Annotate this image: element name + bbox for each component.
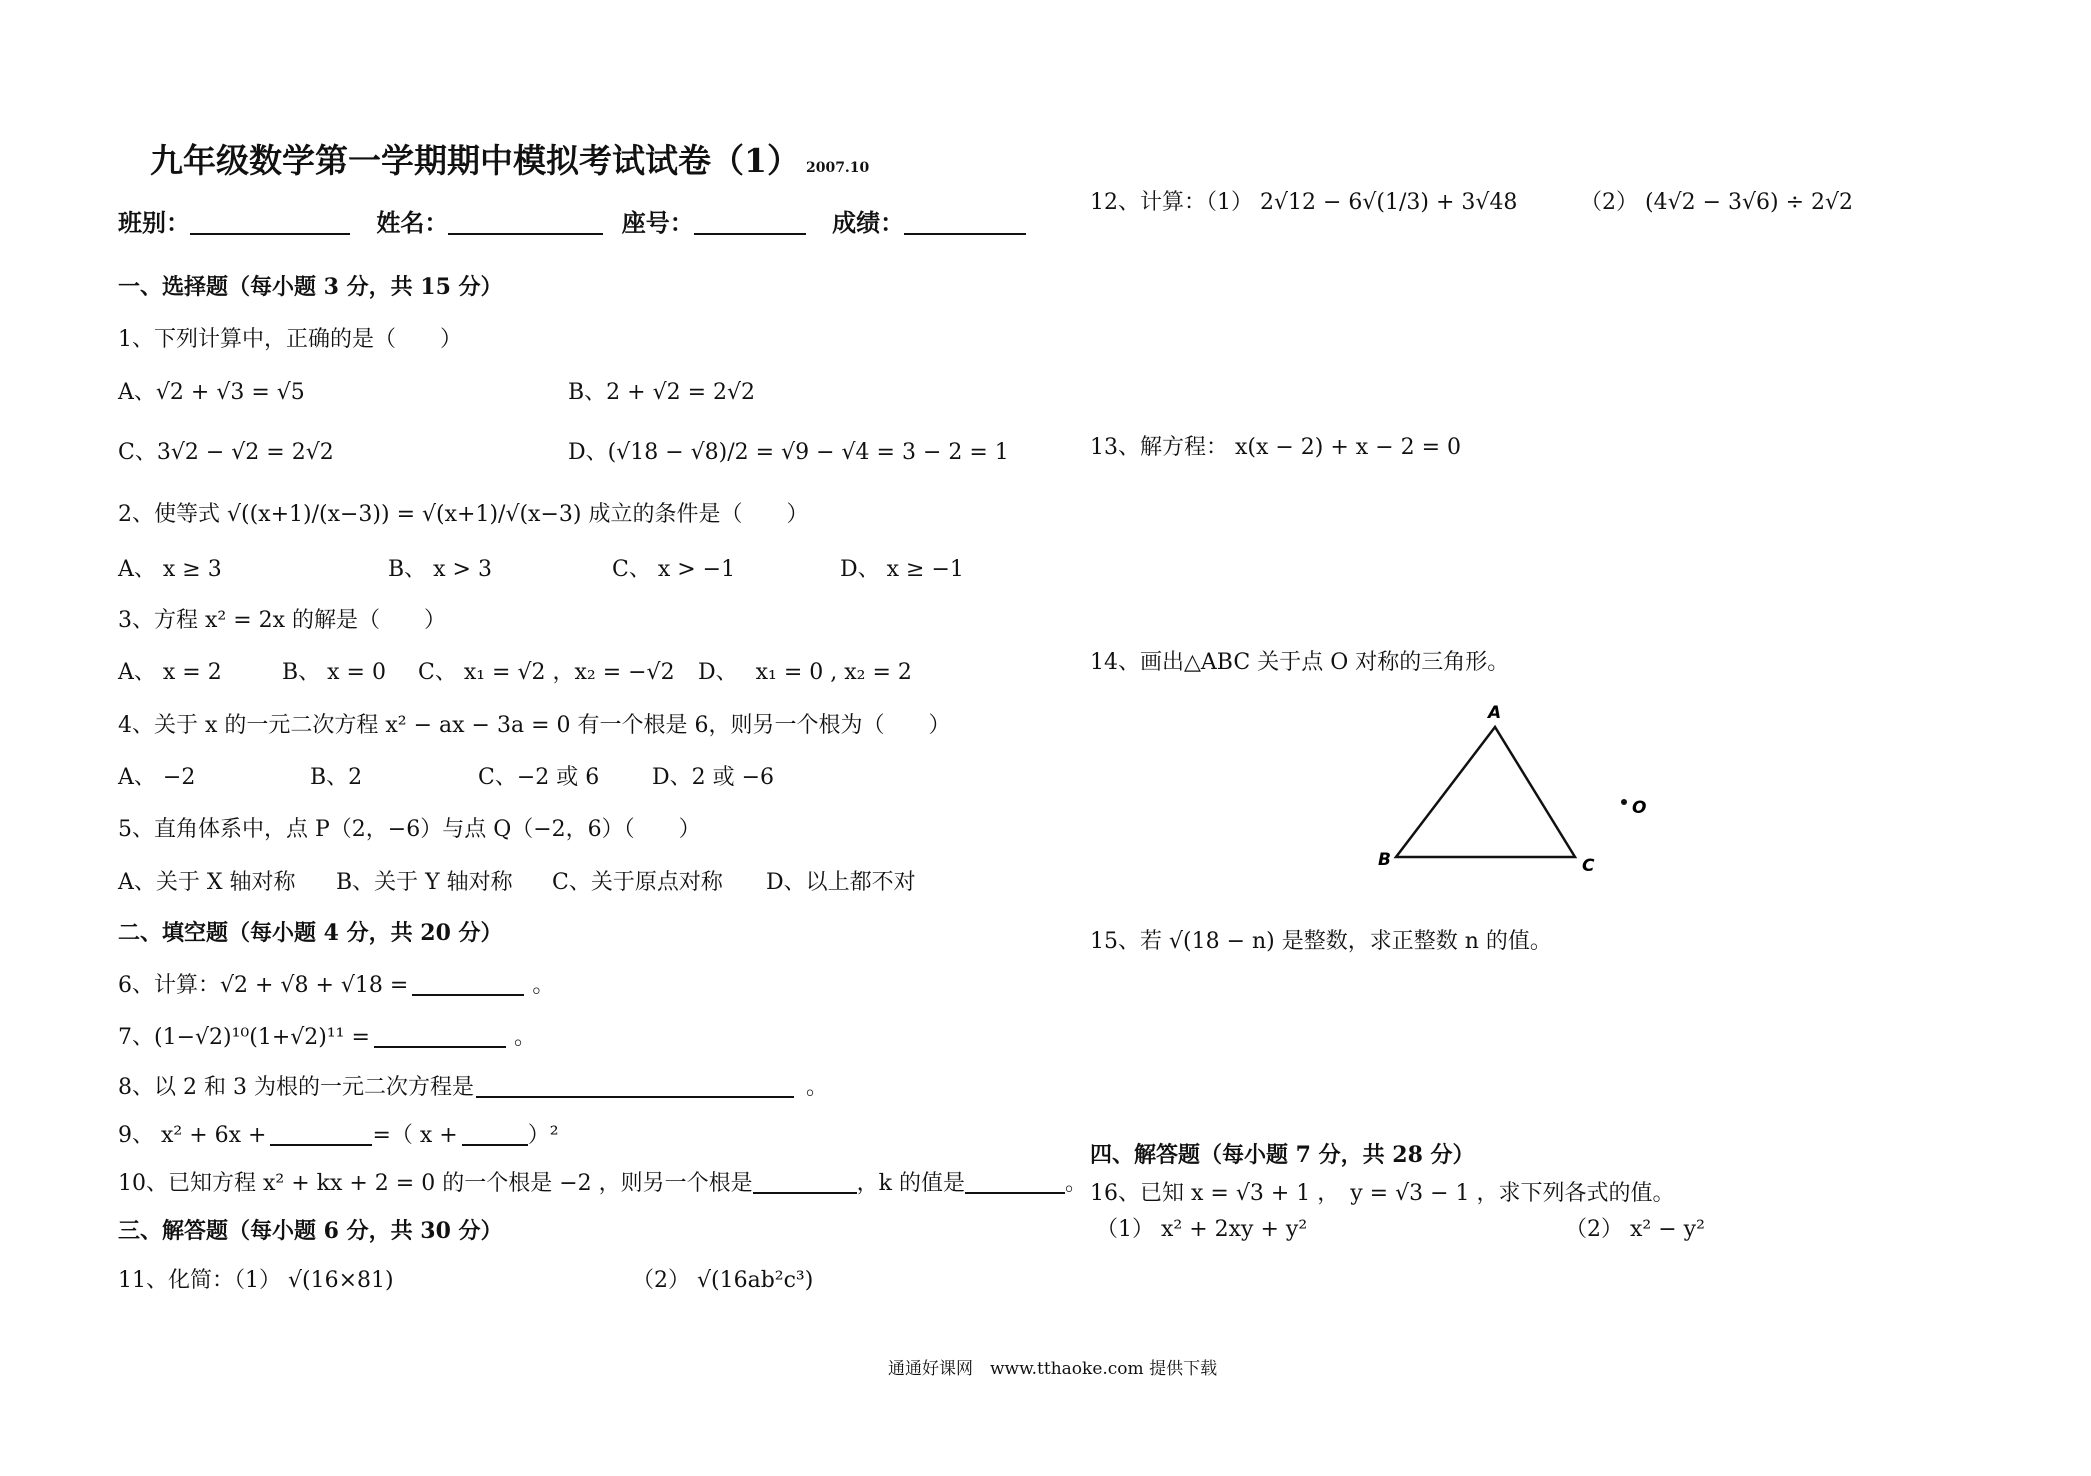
q9-text: 9、 x² + 6x +: [118, 1123, 267, 1148]
question-2: 2、使等式 √((x+1)/(x−3)) = √(x+1)/√(x−3) 成立的条件是（ ）: [118, 502, 809, 527]
q10-end: 。: [1064, 1171, 1087, 1196]
q7-text: 7、(1−√2)¹⁰(1+√2)¹¹ =: [118, 1025, 370, 1050]
triangle-abc-figure: [1360, 695, 1680, 885]
question-11: 11、化简：（1） √(16×81): [118, 1268, 394, 1293]
q3-option-a: A、 x = 2: [118, 660, 222, 685]
q5-option-c: C、关于原点对称: [552, 870, 723, 895]
name-field[interactable]: [448, 209, 603, 235]
section-heading: 一、选择题（每小题 3 分，共 15 分）: [118, 274, 503, 300]
section-heading: 三、解答题（每小题 6 分，共 30 分）: [118, 1218, 503, 1244]
class-field[interactable]: [190, 209, 350, 235]
question-12-part-2: （2） (4√2 − 3√6) ÷ 2√2: [1580, 190, 1854, 215]
q7-end: 。: [513, 1025, 536, 1050]
q8-text: 8、以 2 和 3 为根的一元二次方程是: [118, 1075, 474, 1100]
section-heading: 二、填空题（每小题 4 分，共 20 分）: [118, 920, 503, 946]
section-heading: 四、解答题（每小题 7 分，共 28 分）: [1090, 1142, 1475, 1168]
name-label: 姓名：: [376, 208, 449, 237]
q9-mid: =（ x +: [372, 1123, 458, 1148]
question-12: 12、计算：（1） 2√12 − 6√(1/3) + 3√48: [1090, 190, 1518, 215]
q4-option-d: D、2 或 −6: [652, 765, 775, 790]
q9-answer-blank-1[interactable]: [270, 1120, 372, 1146]
question-6: [118, 968, 554, 999]
q6-answer-blank[interactable]: [412, 970, 524, 996]
q2-option-c: C、 x > −1: [612, 557, 736, 582]
label-b: B: [1378, 850, 1391, 870]
q1-option-b: B、2 + √2 = 2√2: [568, 380, 756, 405]
q4-option-c: C、−2 或 6: [478, 765, 600, 790]
q1-option-c: C、3√2 − √2 = 2√2: [118, 440, 334, 465]
q8-end: 。: [805, 1075, 828, 1100]
q3-option-d: D、 x₁ = 0 , x₂ = 2: [698, 660, 912, 685]
q6-end: 。: [532, 973, 555, 998]
q3-option-b: B、 x = 0: [282, 660, 386, 685]
seat-field[interactable]: [694, 209, 806, 235]
q9-answer-blank-2[interactable]: [462, 1120, 528, 1146]
q5-option-d: D、以上都不对: [766, 870, 916, 895]
question-16-part-2: （2） x² − y²: [1565, 1217, 1705, 1242]
q1-option-d: D、(√18 − √8)/2 = √9 − √4 = 3 − 2 = 1: [568, 440, 1009, 465]
triangle-abc: [1396, 727, 1575, 857]
question-14: 14、画出△ABC 关于点 O 对称的三角形。: [1090, 650, 1510, 675]
q5-option-a: A、关于 X 轴对称: [118, 870, 296, 895]
question-7: [118, 1020, 536, 1051]
question-1: 1、下列计算中，正确的是（ ）: [118, 327, 462, 352]
footer-note: 通通好课网 www.tthaoke.com 提供下载: [888, 1359, 1218, 1379]
exam-date: 2007.10: [805, 160, 870, 176]
q10-mid: ，k 的值是: [856, 1171, 965, 1196]
question-4: 4、关于 x 的一元二次方程 x² − ax − 3a = 0 有一个根是 6，则另一个根为（ ）: [118, 713, 951, 738]
q6-text: 6、计算：√2 + √8 + √18 =: [118, 973, 409, 998]
class-label: 班别：: [118, 208, 190, 237]
q8-answer-blank[interactable]: [476, 1072, 794, 1098]
q7-answer-blank[interactable]: [374, 1022, 506, 1048]
q10-answer-blank-1[interactable]: [753, 1168, 857, 1194]
score-field[interactable]: [904, 209, 1026, 235]
header-fields: [118, 203, 1026, 238]
question-10: [118, 1166, 1087, 1197]
score-label: 成绩：: [832, 208, 905, 237]
q3-option-c: C、 x₁ = √2 ，x₂ = −√2: [418, 660, 675, 685]
question-16-part-1: （1） x² + 2xy + y²: [1096, 1217, 1308, 1242]
question-11-part-2: （2） √(16ab²c³): [632, 1268, 814, 1293]
q10-answer-blank-2[interactable]: [965, 1168, 1065, 1194]
q5-option-b: B、关于 Y 轴对称: [336, 870, 513, 895]
q9-end: ）²: [527, 1123, 559, 1148]
q2-option-b: B、 x > 3: [388, 557, 492, 582]
question-13: 13、解方程： x(x − 2) + x − 2 = 0: [1090, 435, 1462, 460]
q2-option-a: A、 x ≥ 3: [118, 557, 222, 582]
q4-option-b: B、2: [310, 765, 363, 790]
question-15: 15、若 √(18 − n) 是整数，求正整数 n 的值。: [1090, 929, 1552, 954]
label-c: C: [1582, 856, 1595, 876]
question-9: [118, 1118, 559, 1149]
q2-option-d: D、 x ≥ −1: [840, 557, 964, 582]
label-o: O: [1632, 798, 1647, 818]
exam-title: [150, 135, 869, 182]
title-text: 九年级数学第一学期期中模拟考试试卷（1）: [150, 141, 800, 180]
question-3: 3、方程 x² = 2x 的解是（ ）: [118, 608, 447, 633]
q1-option-a: A、√2 + √3 = √5: [118, 380, 305, 405]
label-a: A: [1488, 703, 1502, 723]
question-16: 16、已知 x = √3 + 1 ， y = √3 − 1 ，求下列各式的值。: [1090, 1181, 1675, 1206]
point-o: [1621, 799, 1627, 805]
seat-label: 座号：: [621, 208, 694, 237]
q4-option-a: A、 −2: [118, 765, 196, 790]
question-5: 5、直角体系中，点 P（2，−6）与点 Q（−2，6）（ ）: [118, 817, 701, 842]
q10-text: 10、已知方程 x² + kx + 2 = 0 的一个根是 −2 ，则另一个根是: [118, 1171, 753, 1196]
question-8: [118, 1070, 828, 1101]
